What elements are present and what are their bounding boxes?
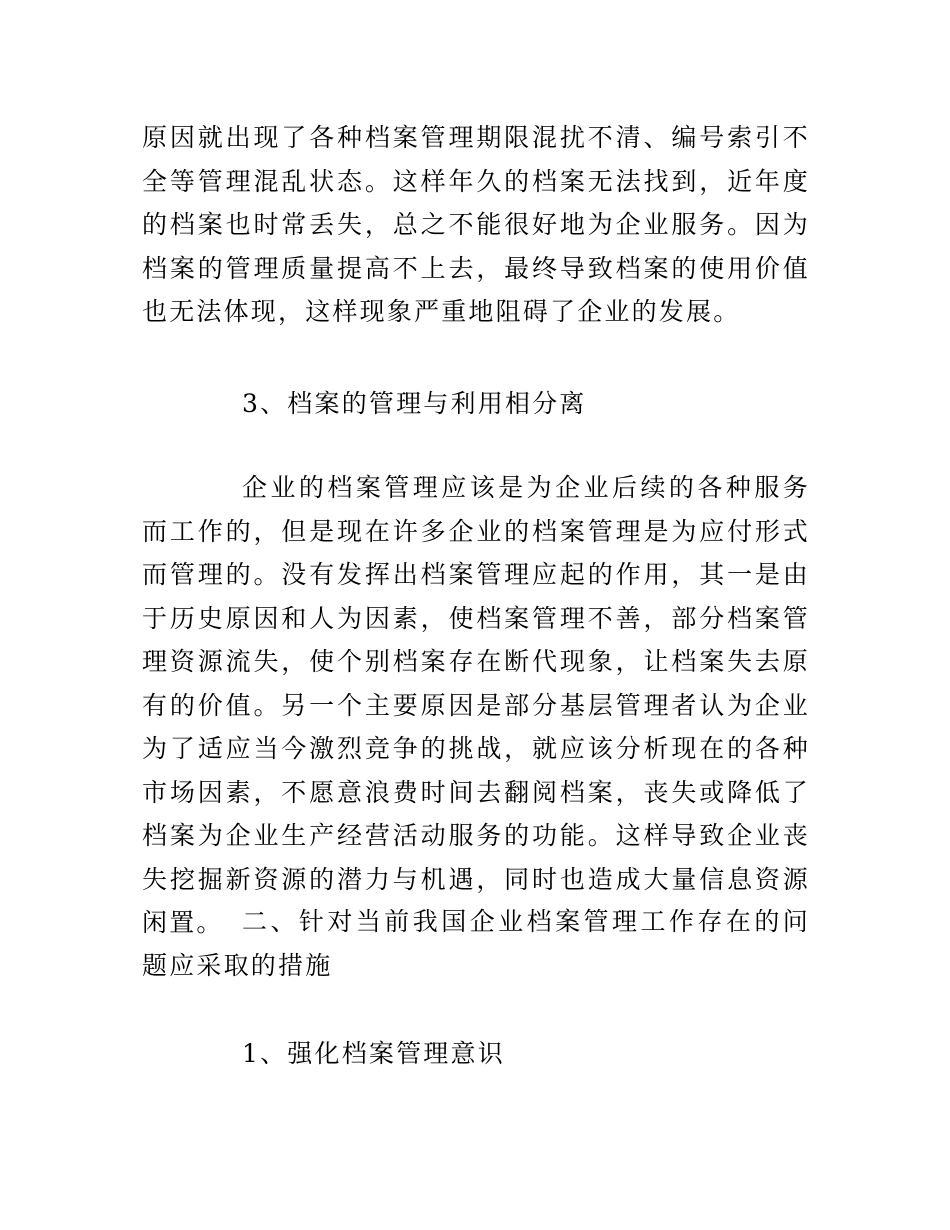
body-paragraph: 原因就出现了各种档案管理期限混扰不清、编号索引不全等管理混乱状态。这样年久的档案无法找到，近年度的档案也时常丢失，总之不能很好地为企业服务。因为档案的管理质量提高不上去，最终导致档案的使用价值也无法体现，这样现象严重地阻碍了企业的发展。 <box>142 123 810 326</box>
subsection-heading: 3、档案的管理与利用相分离 <box>242 389 587 418</box>
body-paragraph: 企业的档案管理应该是为企业后续的各种服务而工作的，但是现在许多企业的档案管理是为应付形式而管理的。没有发挥出档案管理应起的作用，其一是由于历史原因和人为因素，使档案管理不善，部分档案管理资源流失，使个别档案存在断代现象，让档案失去原有的价值。另一个主要原因是部分基层管理者认为企业为了适应当今激烈竞争的挑战，就应该分析现在的各种市场因素，不愿意浪费时间去翻阅档案，丧失或降低了档案为企业生产经营活动服务的功能。这样导致企业丧失挖掘新资源的潜力与机遇，同时也造成大量信息资源闲置。 <box>142 473 810 937</box>
section-heading: 二、针对当前我国企业档案管理工作存在的问题应采取的措施 <box>142 907 810 980</box>
subsection-heading: 1、强化档案管理意识 <box>242 1039 505 1068</box>
